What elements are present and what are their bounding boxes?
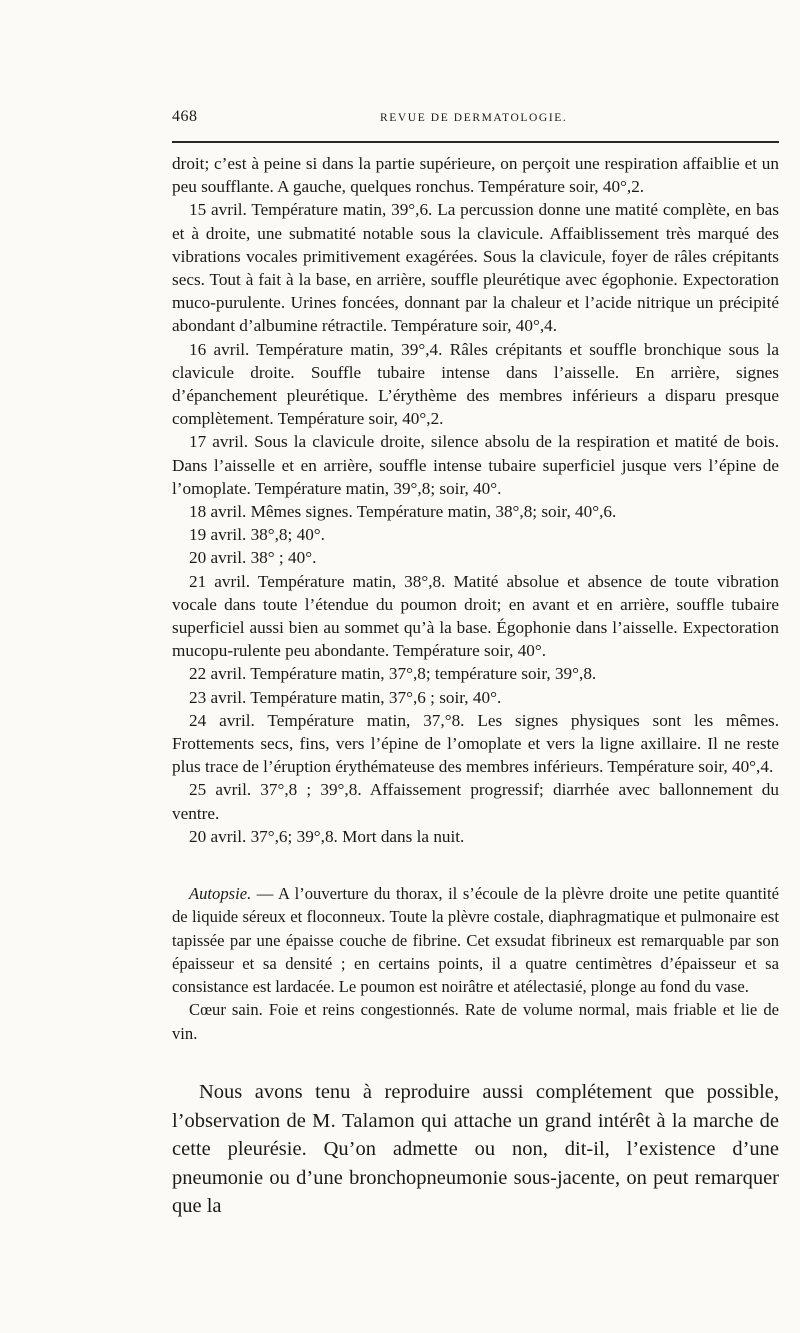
page-number: 468 [172, 108, 198, 125]
entry-21-avril: 21 avril. Température matin, 38°,8. Matité absolue et absence de toute vibration vocale dans toute l’étendue du poumon droit; en avant et en arrière, souffle tubaire superficiel aussi bien au sommet qu’à la base. Égophonie dans l’aisselle. Expectoration mucopu-rulente peu abondante. Température soir, 40°. [172, 571, 779, 661]
entry-16-avril: 16 avril. Température matin, 39°,4. Râles crépitants et souffle bronchique sous la clavicule droite. Souffle tubaire intense dans l’aisselle. En arrière, signes d’épanchement pleurétique. L’érythème des membres inférieurs a disparu presque complètement. Température soir, 40°,2. [172, 339, 779, 429]
entry-20-avril: 20 avril. 38° ; 40°. [189, 548, 317, 568]
page-header [172, 108, 779, 130]
entry-23-avril: 23 avril. Température matin, 37°,6 ; soir, 40°. [189, 687, 502, 707]
clinical-observation [172, 152, 779, 848]
entry-15-avril: 15 avril. Température matin, 39°,6. La percussion donne une matité complète, en bas et à droite, une submatité notable sous la clavicule. Affaiblissement très marqué des vibrations vocales primitivement exagérées. Sous la clavicule, foyer de râles crépitants secs. Tout à fait à la base, en arrière, souffle pleurétique avec égophonie. Expectoration muco-purulente. Urines foncées, donnant par la chaleur et l’acide nitrique un précipité abondant d’albumine rétractile. Température soir, 40°,4. [172, 200, 779, 336]
entry-19-avril: 19 avril. 38°,8; 40°. [189, 525, 325, 545]
autopsy-label: Autopsie. [189, 884, 252, 903]
entry-24-avril: 24 avril. Température matin, 37,°8. Les signes physiques sont les mêmes. Frottements secs, fins, vers l’épine de l’omoplate et vers la ligne axillaire. Il ne reste plus trace de l’éruption érythémateuse des membres inférieurs. Température soir, 40°,4. [172, 710, 779, 777]
header-rule [172, 141, 779, 143]
entry-18-avril: 18 avril. Mêmes signes. Température matin, 38°,8; soir, 40°,6. [189, 502, 617, 522]
running-title: REVUE DE DERMATOLOGIE. [380, 112, 568, 124]
autopsy-paragraph [172, 882, 779, 998]
entry-22-avril: 22 avril. Température matin, 37°,8; température soir, 39°,8. [189, 664, 597, 684]
author-name: M. Talamon [312, 1109, 415, 1132]
entry-17-avril: 17 avril. Sous la clavicule droite, silence absolu de la respiration et matité de bois. Dans l’aisselle et en arrière, souffle intense tubaire superficiel jusque vers l’épine de l’omoplate. Température matin, 39°,8; soir, 40°. [172, 432, 779, 498]
commentary-section [172, 1078, 779, 1221]
commentary-before: Nous avons tenu à reproduire aussi complétement que possible, l’observation de [172, 1081, 779, 1132]
autopsy-section [172, 882, 779, 1045]
autopsy-organs: Cœur sain. Foie et reins congestionnés. Rate de volume normal, mais friable et lie de vin. [172, 1000, 779, 1043]
paragraph-continuation: droit; c’est à peine si dans la partie supérieure, on perçoit une respiration affaiblie et un peu soufflante. A gauche, quelques ronchus. Température soir, 40°,2. [172, 154, 779, 197]
commentary-after: qui attache un grand intérêt à la marche de cette pleurésie. Qu’on admette ou non, dit-il, l’existence d’une pneumonie ou d’une bronchopneumonie sous-jacente, on peut remarquer que la [172, 1109, 779, 1217]
autopsy-text: — A l’ouverture du thorax, il s’écoule de la plèvre droite une petite quantité de liquide séreux et floconneux. Toute la plèvre costale, diaphragmatique et pulmonaire est tapissée par une épaisse couche de fibrine. Cet exsudat fibrineux est remarquable par son épaisseur et sa densité ; en certains points, il a quatre centimètres d’épaisseur et sa consistance est lardacée. Le poumon est noirâtre et atélectasié, plonge au fond du vase. [172, 884, 779, 997]
entry-final: 20 avril. 37°,6; 39°,8. Mort dans la nuit. [189, 826, 465, 846]
commentary-paragraph [172, 1078, 779, 1221]
entry-25-avril: 25 avril. 37°,8 ; 39°,8. Affaissement progressif; diarrhée avec ballonnement du ventre. [172, 780, 779, 823]
